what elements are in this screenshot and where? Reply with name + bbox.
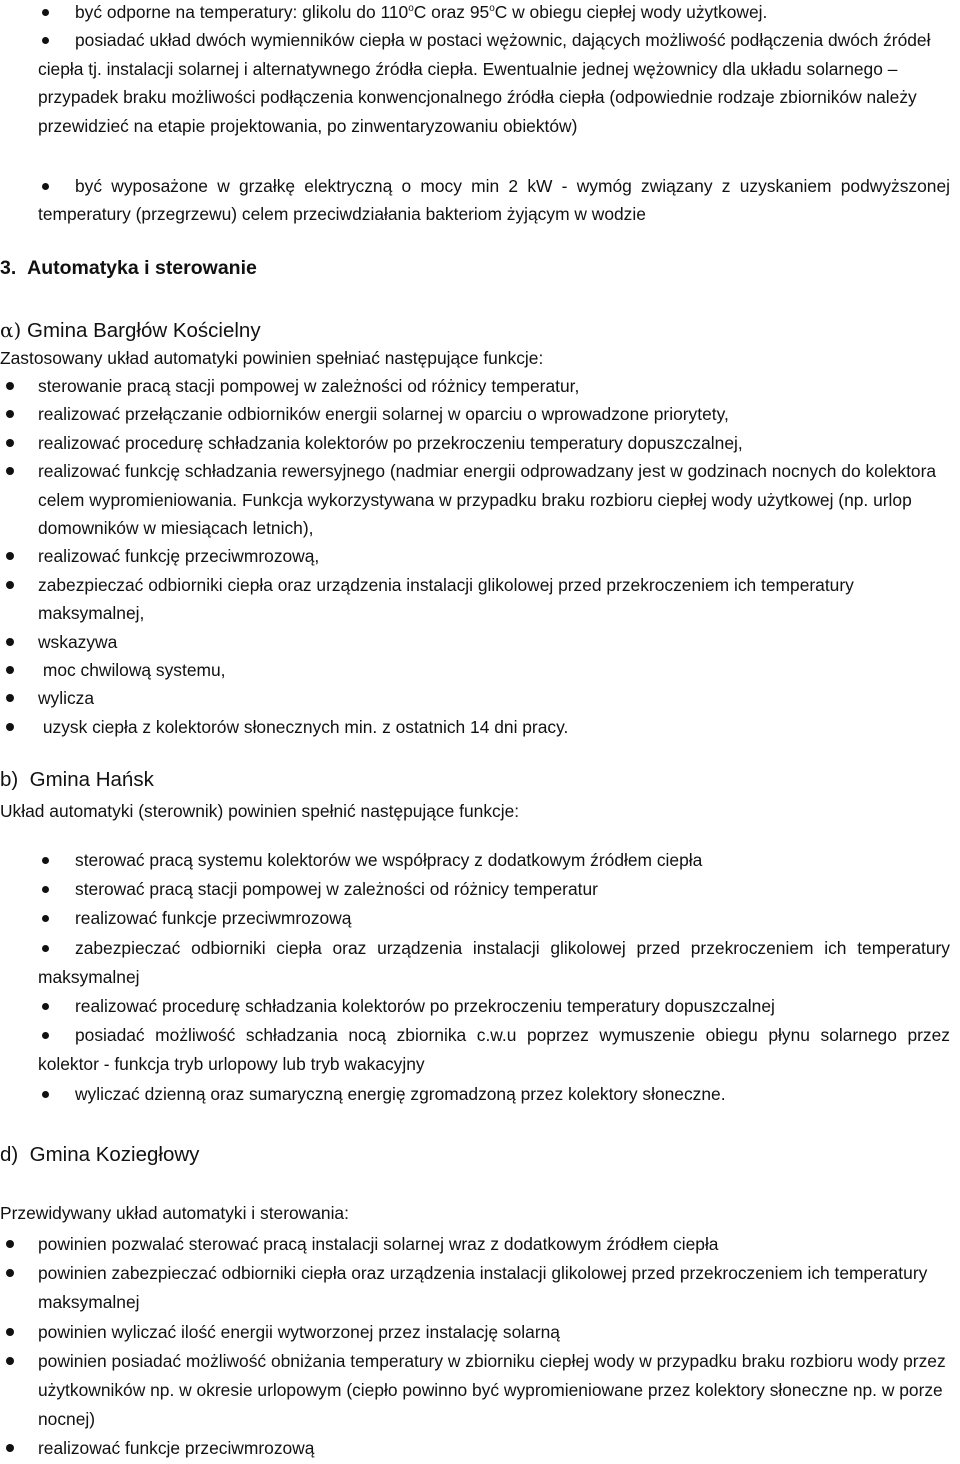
list-item-text: być odporne na temperatury: glikolu do 110$^o$C oraz 95$^o$C w obiegu ciepłej wody użytkowej.	[75, 2, 768, 22]
list-item: sterować pracą stacji pompowej w zależności od różnicy temperatur	[0, 875, 950, 904]
list-item: realizować funkcje przeciwmrozową	[0, 1434, 950, 1463]
section-title: Automatyka i sterowanie	[27, 257, 257, 279]
list-item: uzysk ciepła z kolektorów słonecznych min. z ostatnich 14 dni pracy.	[0, 713, 950, 741]
list-item: powinien posiadać możliwość obniżania temperatury w zbiorniku ciepłej wody w przypadku braku rozbioru wody przez użytkowników np. w okresie urlopowym (ciepło powinno być wypromieniowane przez kolektory słoneczne np. w porze nocnej)	[0, 1347, 950, 1435]
list-item: być wyposażone w grzałkę elektryczną o mocy min 2 kW - wymóg związany z uzyskaniem podwyższonej temperatury (przegrzewu) celem przeciwdziałania bakteriom żyjącym w wodzie	[0, 172, 950, 229]
subsection-d-list	[0, 1230, 950, 1464]
list-item: realizować funkcję schładzania rewersyjnego (nadmiar energii odprowadzany jest w godzinach nocnych do kolektora celem wypromieniowania. Funkcja wykorzystywana w przypadku braku rozbioru ciepłej wody użytkowej (np. urlop domowników w miesiącach letnich),	[0, 457, 950, 542]
list-item: wskazywa	[0, 628, 950, 656]
list-item: wylicza	[0, 684, 950, 712]
tank-requirements-list	[0, 0, 950, 140]
list-item: realizować przełączanie odbiorników energii solarnej w oparciu o wprowadzone priorytety,	[0, 400, 950, 428]
subsection-b-list	[0, 846, 950, 1109]
list-item: sterowanie pracą stacji pompowej w zależności od różnicy temperatur,	[0, 372, 950, 400]
subsection-d-heading: d) Gmina Koziegłowy	[0, 1143, 200, 1166]
list-item: posiadać układ dwóch wymienników ciepła w postaci wężownic, dających możliwość podłączenia dwóch źródeł ciepła tj. instalacji solarnej i alternatywnego źródła ciepła. Ewentualnie jednej wężownicy dla układu solarnego – przypadek braku możliwości podłączenia konwencjonalnego źródła ciepła (odpowiednie rodzaje zbiorników należy przewidzieć na etapie projektowania, po zinwentaryzowaniu obiektów)	[0, 26, 950, 140]
list-item: realizować procedurę schładzania kolektorów po przekroczeniu temperatury dopuszczalnej	[0, 992, 950, 1021]
subsection-b-heading: b) Gmina Hańsk	[0, 768, 154, 791]
tank-requirements-list-cont	[0, 172, 950, 229]
section-heading: 3. Automatyka i sterowanie	[0, 257, 257, 279]
list-item: posiadać możliwość schładzania nocą zbiornika c.w.u poprzez wymuszenie obiegu płynu solarnego przez kolektor - funkcja tryb urlopowy lub tryb wakacyjny	[0, 1021, 950, 1079]
subsection-a-heading: α) Gmina Bargłów Kościelny	[0, 318, 261, 342]
list-item: moc chwilową systemu,	[0, 656, 950, 684]
list-item: powinien zabezpieczać odbiorniki ciepła oraz urządzenia instalacji glikolowej przed przekroczeniem ich temperatury maksymalnej	[0, 1259, 950, 1317]
list-item: powinien wyliczać ilość energii wytworzonej przez instalację solarną	[0, 1318, 950, 1347]
list-item: powinien pozwalać sterować pracą instalacji solarnej wraz z dodatkowym źródłem ciepła	[0, 1230, 950, 1259]
list-item: zabezpieczać odbiorniki ciepła oraz urządzenia instalacji glikolowej przed przekroczeniem ich temperatury maksymalnej,	[0, 571, 950, 628]
list-item: realizować funkcję przeciwmrozową,	[0, 542, 950, 570]
subsection-a-list	[0, 372, 950, 741]
list-item	[0, 0, 950, 26]
list-item: zabezpieczać odbiorniki ciepła oraz urządzenia instalacji glikolowej przed przekroczeniem ich temperatury maksymalnej	[0, 934, 950, 992]
list-item: realizować procedurę schładzania kolektorów po przekroczeniu temperatury dopuszczalnej,	[0, 429, 950, 457]
list-item: realizować funkcje przeciwmrozową	[0, 904, 950, 933]
subsection-a-intro: Zastosowany układ automatyki powinien spełniać następujące funkcje:	[0, 348, 544, 368]
subsection-d-intro: Przewidywany układ automatyki i sterowania:	[0, 1203, 349, 1223]
list-item: wyliczać dzienną oraz sumaryczną energię zgromadzoną przez kolektory słoneczne.	[0, 1080, 950, 1109]
list-item: sterować pracą systemu kolektorów we współpracy z dodatkowym źródłem ciepła	[0, 846, 950, 875]
subsection-b-intro: Układ automatyki (sterownik) powinien spełnić następujące funkcje:	[0, 801, 520, 821]
